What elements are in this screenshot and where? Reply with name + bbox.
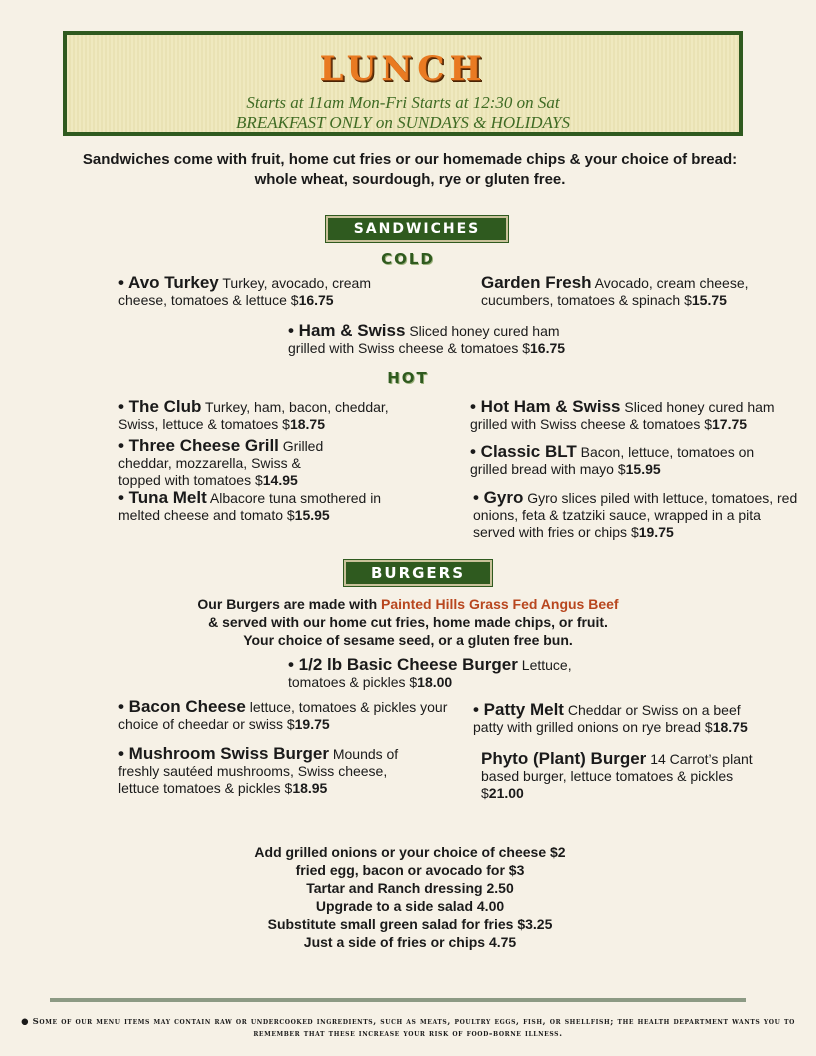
menu-item-ham-swiss [288, 322, 588, 357]
add-on-line: Upgrade to a side salad 4.00 [315, 898, 505, 914]
burgers-intro-line-2: & served with our home cut fries, home made chips, or fruit. [208, 614, 608, 630]
burgers-intro-line-1 [150, 595, 666, 613]
menu-item-garden-fresh [481, 274, 781, 309]
add-on-line: Substitute small green salad for fries $3.25 [267, 916, 553, 932]
item-name: Garden Fresh [481, 273, 592, 292]
lunch-title: LUNCH [319, 49, 487, 89]
item-name: • The Club [118, 397, 202, 416]
item-price: 17.75 [712, 416, 748, 432]
hot-subheading: HOT [387, 369, 429, 387]
menu-item-phyto-plant-burger [481, 750, 776, 802]
add-on-line: Add grilled onions or your choice of cheese $2 [254, 844, 566, 860]
sandwich-intro-line-1: Sandwiches come with fruit, home cut fries or our homemade chips & your choice of bread: [82, 151, 738, 168]
add-on-line: Just a side of fries or chips 4.75 [303, 934, 517, 950]
add-on-line: fried egg, bacon or avocado for $3 [295, 862, 525, 878]
menu-item-patty-melt [473, 701, 773, 736]
menu-item-classic-blt [470, 443, 760, 478]
item-desc: Avocado, cream cheese, cucumbers, tomatoes & spinach $ [481, 275, 749, 308]
item-price: 15.75 [691, 292, 727, 308]
burgers-intro-text: Our Burgers are made with [197, 596, 382, 612]
item-desc: Albacore tuna smothered in melted cheese and tomato $ [118, 490, 382, 523]
bullet-icon: ● [21, 1017, 30, 1027]
item-name: • Avo Turkey [118, 273, 219, 292]
item-desc: Cheddar or Swiss on a beef patty with grilled onions on rye bread $ [473, 702, 741, 735]
menu-item-mushroom-swiss-burger [118, 745, 418, 797]
item-name: • Hot Ham & Swiss [470, 397, 621, 416]
item-desc: Grilled cheddar, mozzarella, Swiss & topped with tomatoes $ [118, 438, 324, 488]
lunch-banner [63, 31, 743, 136]
item-price: 18.75 [289, 416, 326, 432]
hours-line: Starts at 11am Mon-Fri Starts at 12:30 on Sat [246, 93, 560, 112]
cold-subheading: COLD [381, 250, 435, 268]
menu-item-gyro [473, 489, 798, 541]
item-price: 15.95 [294, 507, 330, 523]
item-name: • Gyro [473, 488, 524, 507]
item-name: • Classic BLT [470, 442, 577, 461]
menu-item-tuna-melt [118, 489, 408, 524]
item-price: 18.95 [292, 780, 328, 796]
item-price: 14.95 [262, 472, 298, 488]
item-name: • Bacon Cheese [118, 697, 246, 716]
menu-item-avo-turkey [118, 274, 418, 309]
item-name: Phyto (Plant) Burger [481, 749, 647, 768]
sandwich-intro-line-2: whole wheat, sourdough, rye or gluten free. [254, 171, 566, 188]
item-name: • Mushroom Swiss Burger [118, 744, 329, 763]
menu-item-basic-cheese-burger [288, 656, 588, 691]
burgers-intro-line-3: Your choice of sesame seed, or a gluten free bun. [243, 632, 573, 648]
breakfast-only-line: BREAKFAST ONLY on SUNDAYS & HOLIDAYS [236, 113, 570, 132]
sandwiches-section-tag: SANDWICHES [326, 216, 508, 242]
item-desc: Lettuce, tomatoes & pickles $ [288, 657, 572, 690]
item-name: • Ham & Swiss [288, 321, 406, 340]
item-name: • 1/2 lb Basic Cheese Burger [288, 655, 518, 674]
menu-item-bacon-cheese [118, 698, 463, 733]
burgers-section-tag: BURGERS [344, 560, 492, 586]
add-ons-list [160, 843, 660, 951]
item-price: 18.75 [712, 719, 748, 735]
menu-item-hot-ham-swiss [470, 398, 800, 433]
item-price: 15.95 [625, 461, 661, 477]
item-price: 19.75 [294, 716, 330, 732]
item-price: 16.75 [530, 340, 566, 356]
burgers-intro [150, 595, 666, 649]
item-name: • Tuna Melt [118, 488, 207, 507]
item-name: • Patty Melt [473, 700, 564, 719]
item-desc: Bacon, lettuce, tomatoes on grilled bread with mayo $ [470, 444, 755, 477]
item-desc: Turkey, ham, bacon, cheddar, Swiss, lettuce & tomatoes $ [118, 399, 389, 432]
menu-item-three-cheese-grill [118, 437, 340, 489]
add-on-line: Tartar and Ranch dressing 2.50 [306, 880, 514, 896]
item-desc: Sliced honey cured ham grilled with Swiss cheese & tomatoes $ [470, 399, 775, 432]
menu-item-the-club [118, 398, 408, 433]
item-desc: Sliced honey cured ham grilled with Swiss cheese & tomatoes $ [288, 323, 560, 356]
item-desc: Mounds of freshly sautéed mushrooms, Swiss cheese, lettuce tomatoes & pickles $ [118, 746, 399, 796]
disclaimer-text: Some of our menu items may contain raw or undercooked ingredients, such as meats, poultry eggs, fish, or shellfish; the health department wants you to remember that these increase your risk of food-borne illness. [32, 1017, 795, 1039]
sandwich-intro [60, 150, 760, 190]
item-price: 18.00 [417, 674, 453, 690]
item-desc: Gyro slices piled with lettuce, tomatoes, red onions, feta & tzatziki sauce, wrapped in a pita served with fries or chips $ [473, 490, 798, 540]
item-desc: lettuce, tomatoes & pickles your choice of cheedar or swiss $ [118, 699, 448, 732]
item-price: 19.75 [638, 524, 674, 540]
beef-brand: Painted Hills Grass Fed Angus Beef [381, 596, 619, 612]
item-desc: Turkey, avocado, cream cheese, tomatoes & lettuce $ [118, 275, 372, 308]
footer-divider [50, 998, 746, 1002]
health-disclaimer [20, 1016, 796, 1040]
item-desc: 14 Carrot’s plant based burger, lettuce tomatoes & pickles $ [481, 751, 753, 801]
item-price: 21.00 [488, 785, 524, 801]
item-name: • Three Cheese Grill [118, 436, 279, 455]
item-price: 16.75 [298, 292, 334, 308]
